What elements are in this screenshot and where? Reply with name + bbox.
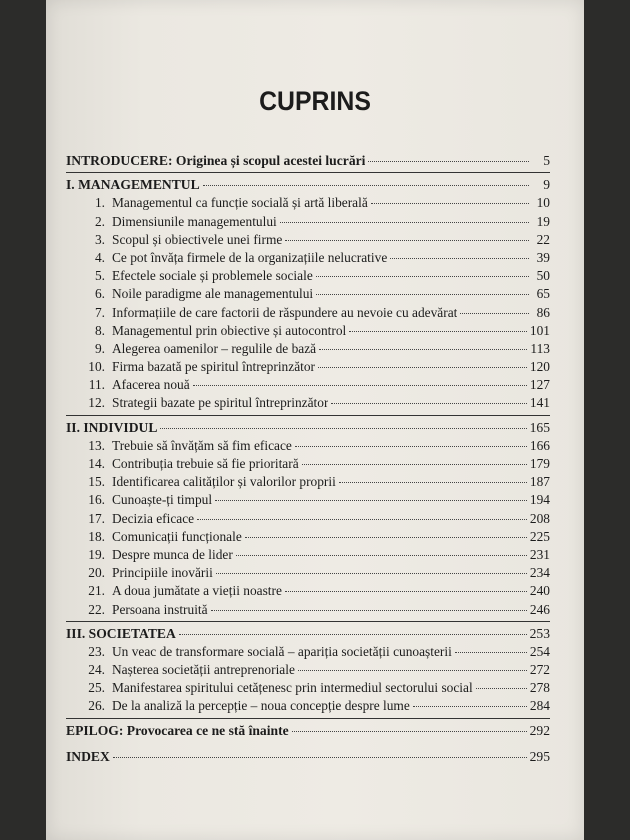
dot-leader <box>476 688 527 689</box>
toc-intro <box>66 152 550 170</box>
toc-epilog <box>66 722 550 740</box>
toc-chapter-row <box>66 340 550 358</box>
dot-leader <box>193 385 527 386</box>
chapter-title: Managementul prin obiective și autocontrol <box>112 322 347 338</box>
chapter-number: 5. <box>94 268 105 284</box>
dot-leader <box>197 519 527 520</box>
chapter-number: 26. <box>88 698 105 714</box>
toc-chapter-row <box>66 679 550 697</box>
chapter-page: 272 <box>529 662 550 678</box>
toc-chapter-row <box>66 582 550 600</box>
chapter-page: 120 <box>529 359 550 375</box>
dot-leader <box>339 482 527 483</box>
chapter-title: Cunoaște-ți timpul <box>112 492 213 508</box>
section-heading-label: II. INDIVIDUL <box>66 419 158 435</box>
dot-leader <box>319 349 527 350</box>
chapter-number: 22. <box>88 601 105 617</box>
chapter-title: Scopul și obiectivele unei firme <box>112 231 283 247</box>
toc-chapter-row <box>66 601 550 619</box>
chapter-page: 22 <box>536 231 550 247</box>
chapter-page: 179 <box>529 456 550 471</box>
dot-leader <box>203 185 529 186</box>
dot-leader <box>179 634 527 635</box>
dot-leader <box>245 537 527 538</box>
toc-chapter-row <box>66 473 550 491</box>
dot-leader <box>285 240 529 241</box>
chapter-title: Afacerea nouă <box>112 377 190 393</box>
chapter-title: Manifestarea spiritului cetățenesc prin intermediul sectorului social <box>112 680 473 696</box>
chapter-page: 141 <box>529 395 550 411</box>
toc-section-heading <box>66 419 550 437</box>
toc-chapter-row <box>66 267 550 285</box>
chapter-title: Identificarea calităților și valorilor proprii <box>112 474 336 490</box>
dot-leader <box>236 555 527 556</box>
chapter-title: A doua jumătate a vieții noastre <box>112 583 282 599</box>
section-rule <box>66 172 550 173</box>
chapter-number: 11. <box>88 377 105 393</box>
section-heading-page: 253 <box>529 625 550 641</box>
toc-intro-label: INTRODUCERE: Originea și scopul acestei lucrări <box>66 153 366 168</box>
chapter-page: 208 <box>529 510 550 526</box>
toc-chapter-row <box>66 213 550 231</box>
dot-leader <box>295 446 527 447</box>
chapter-number: 1. <box>94 195 105 211</box>
dot-leader <box>285 591 527 592</box>
toc-chapter-row <box>66 491 550 509</box>
section-heading-label: III. SOCIETATEA <box>66 625 176 641</box>
chapter-number: 9. <box>94 340 105 356</box>
toc-chapter-row <box>66 546 550 564</box>
chapter-page: 113 <box>530 340 550 356</box>
chapter-page: 187 <box>529 474 550 490</box>
dot-leader <box>211 610 527 611</box>
toc-index-page: 295 <box>529 748 550 764</box>
toc-chapter-row <box>66 304 550 322</box>
section-rule <box>66 415 550 416</box>
chapter-number: 19. <box>88 546 105 562</box>
chapter-title: Despre munca de lider <box>112 546 233 562</box>
dot-leader <box>371 203 529 204</box>
chapter-page: 246 <box>529 601 550 617</box>
chapter-number: 24. <box>88 662 105 678</box>
chapter-page: 231 <box>529 546 550 562</box>
chapter-page: 194 <box>529 492 550 508</box>
chapter-page: 86 <box>536 304 550 320</box>
chapter-page: 166 <box>529 437 550 453</box>
chapter-page: 254 <box>529 643 550 659</box>
section-heading-label: I. MANAGEMENTUL <box>66 177 200 193</box>
chapter-number: 20. <box>88 565 105 581</box>
chapter-title: Dimensiunile managementului <box>112 213 277 229</box>
toc-epilog-page: 292 <box>529 722 550 738</box>
section-heading-page: 9 <box>543 177 550 193</box>
toc-chapter-row <box>66 528 550 546</box>
toc-chapter-row <box>66 437 550 455</box>
toc-chapter-row <box>66 285 550 303</box>
dot-leader <box>292 731 527 732</box>
toc-chapter-row <box>66 194 550 212</box>
chapter-title: Alegerea oamenilor – regulile de bază <box>112 340 317 356</box>
chapter-title: Un veac de transformare socială – apariția societății cunoașterii <box>112 643 452 659</box>
chapter-page: 234 <box>529 565 550 581</box>
toc-chapter-row <box>66 322 550 340</box>
chapter-number: 10. <box>88 359 105 375</box>
chapter-page: 225 <box>529 528 550 544</box>
dot-leader <box>160 428 526 429</box>
dot-leader <box>113 757 527 758</box>
chapter-title: Noile paradigme ale managementului <box>112 286 314 302</box>
page-title: CUPRINS <box>259 86 371 116</box>
chapter-page: 10 <box>536 195 550 211</box>
toc-chapter-row <box>66 564 550 582</box>
chapter-page: 39 <box>536 249 550 265</box>
dot-leader <box>331 403 527 404</box>
chapter-number: 23. <box>88 643 105 659</box>
chapter-title: Comunicații funcționale <box>112 528 242 544</box>
toc-chapter-row <box>66 376 550 394</box>
toc-section-heading <box>66 176 550 194</box>
chapter-title: Principiile inovării <box>112 565 213 581</box>
chapter-page: 65 <box>536 286 550 302</box>
dot-leader <box>413 706 527 707</box>
dot-leader <box>368 161 529 162</box>
chapter-number: 6. <box>94 286 105 302</box>
dot-leader <box>216 573 527 574</box>
toc-sections <box>66 176 550 718</box>
chapter-number: 21. <box>88 583 105 599</box>
chapter-number: 13. <box>88 437 105 453</box>
section-rule <box>66 621 550 622</box>
chapter-page: 101 <box>529 322 550 338</box>
dot-leader <box>316 294 529 295</box>
chapter-title: Informațiile de care factorii de răspundere au nevoie cu adevărat <box>112 304 458 320</box>
chapter-title: Nașterea societății antreprenoriale <box>112 662 295 678</box>
dot-leader <box>302 464 527 465</box>
chapter-title: Contribuția trebuie să fie prioritară <box>112 456 299 471</box>
chapter-page: 284 <box>529 698 550 714</box>
chapter-title: De la analiză la percepție – noua concepție despre lume <box>112 698 410 714</box>
chapter-number: 12. <box>88 395 105 411</box>
toc-chapter-row <box>66 455 550 473</box>
chapter-page: 50 <box>536 268 550 284</box>
chapter-number: 4. <box>94 249 105 265</box>
chapter-title: Efectele sociale și problemele sociale <box>112 268 313 284</box>
toc-chapter-row <box>66 697 550 715</box>
chapter-title: Strategii bazate pe spiritul întreprinzător <box>112 395 329 411</box>
toc-chapter-row <box>66 249 550 267</box>
chapter-title: Decizia eficace <box>112 510 195 526</box>
dot-leader <box>316 276 529 277</box>
section-heading-page: 165 <box>529 419 550 435</box>
toc-chapter-row <box>66 358 550 376</box>
chapter-number: 18. <box>88 528 105 544</box>
dot-leader <box>318 367 527 368</box>
dot-leader <box>460 313 529 314</box>
chapter-number: 14. <box>88 456 105 471</box>
toc-index-label: INDEX <box>66 748 110 764</box>
chapter-number: 3. <box>94 231 105 247</box>
chapter-title: Firma bazată pe spiritul întreprinzător <box>112 359 316 375</box>
toc-chapter-row <box>66 510 550 528</box>
chapter-title: Ce pot învăța firmele de la organizațiile nelucrative <box>112 249 388 265</box>
chapter-title: Trebuie să învățăm să fim eficace <box>112 437 292 453</box>
chapter-number: 15. <box>88 474 105 490</box>
chapter-number: 2. <box>94 213 105 229</box>
chapter-page: 127 <box>529 377 550 393</box>
toc-chapter-row <box>66 643 550 661</box>
spacer <box>66 740 550 748</box>
dot-leader <box>455 652 527 653</box>
chapter-page: 240 <box>529 583 550 599</box>
toc-index <box>66 748 550 766</box>
section-rule <box>66 718 550 719</box>
toc-section-heading <box>66 625 550 643</box>
dot-leader <box>298 670 527 671</box>
dot-leader <box>390 258 529 259</box>
chapter-number: 17. <box>88 510 105 526</box>
table-of-contents <box>66 152 550 766</box>
chapter-number: 16. <box>88 492 105 508</box>
chapter-title: Persoana instruită <box>112 601 208 617</box>
chapter-page: 19 <box>536 213 550 229</box>
chapter-title: Managementul ca funcție socială și artă liberală <box>112 195 368 211</box>
toc-epilog-label: EPILOG: Provocarea ce ne stă înainte <box>66 722 289 738</box>
toc-chapter-row <box>66 231 550 249</box>
chapter-number: 25. <box>88 680 105 696</box>
toc-intro-page: 5 <box>543 153 550 168</box>
toc-chapter-row <box>66 394 550 412</box>
chapter-number: 7. <box>94 304 105 320</box>
dot-leader <box>349 331 527 332</box>
book-page <box>46 0 584 840</box>
toc-chapter-row <box>66 661 550 679</box>
dot-leader <box>280 222 529 223</box>
chapter-number: 8. <box>94 322 105 338</box>
chapter-page: 278 <box>529 680 550 696</box>
dot-leader <box>215 500 527 501</box>
